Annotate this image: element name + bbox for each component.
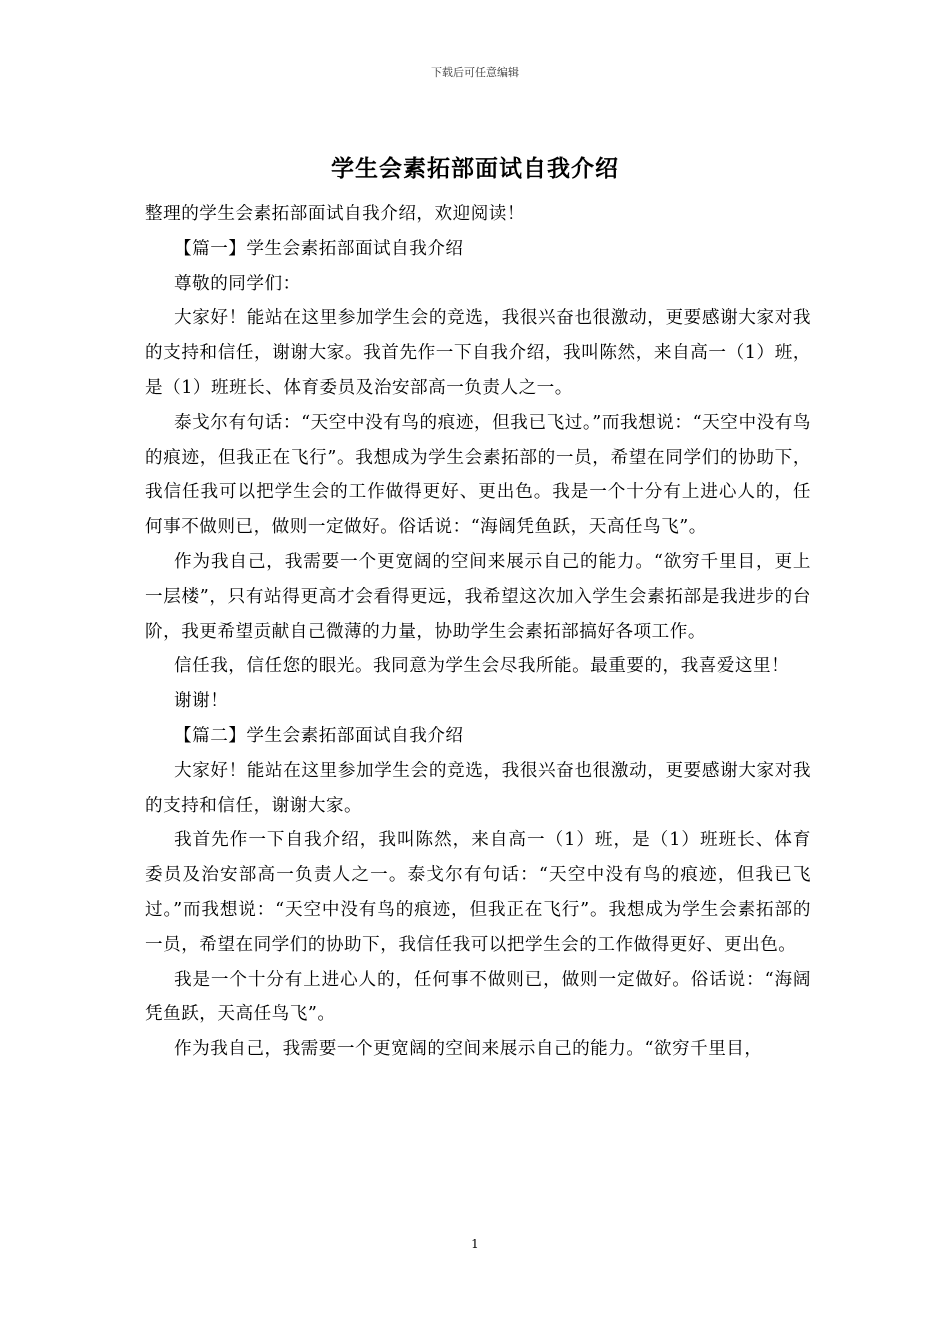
paragraph: 我是一个十分有上进心人的，任何事不做则已，做则一定做好。俗话说：“海阔凭鱼跃，天高任鸟飞”。	[145, 969, 811, 1025]
closing-thanks: 谢谢！	[174, 691, 229, 712]
document-body	[145, 197, 811, 1067]
salutation: 尊敬的同学们：	[174, 273, 301, 294]
paragraph: 作为我自己，我需要一个更宽阔的空间来展示自己的能力。“欲穷千里目，更上一层楼”，只有站得更高才会看得更远，我希望这次加入学生会素拓部是我进步的台阶，我更希望贡献自己微薄的力量，协助学生会素拓部搞好各项工作。	[145, 551, 811, 642]
section-heading-2: 【篇二】学生会素拓部面试自我介绍	[174, 725, 464, 746]
paragraph: 泰戈尔有句话：“天空中没有鸟的痕迹，但我已飞过。”而我想说：“天空中没有鸟的痕迹，但我正在飞行”。我想成为学生会素拓部的一员，希望在同学们的协助下，我信任我可以把学生会的工作做得更好、更出色。我是一个十分有上进心人的，任何事不做则已，做则一定做好。俗话说：“海阔凭鱼跃，天高任鸟飞”。	[145, 412, 811, 538]
paragraph: 我首先作一下自我介绍，我叫陈然，来自高一（1）班，是（1）班班长、体育委员及治安部高一负责人之一。泰戈尔有句话：“天空中没有鸟的痕迹，但我已飞过。”而我想说：“天空中没有鸟的痕迹，但我正在飞行”。我想成为学生会素拓部的一员，希望在同学们的协助下，我信任我可以把学生会的工作做得更好、更出色。	[145, 830, 811, 955]
document-title: 学生会素拓部面试自我介绍	[331, 155, 619, 182]
intro-paragraph: 整理的学生会素拓部面试自我介绍，欢迎阅读！	[145, 204, 525, 224]
section-heading-1: 【篇一】学生会素拓部面试自我介绍	[174, 238, 464, 259]
paragraph: 作为我自己，我需要一个更宽阔的空间来展示自己的能力。“欲穷千里目，	[174, 1039, 763, 1060]
page-header: 下载后可任意编辑	[431, 66, 519, 79]
paragraph: 大家好！能站在这里参加学生会的竞选，我很兴奋也很激动，更要感谢大家对我的支持和信任，谢谢大家。	[145, 760, 811, 816]
paragraph: 信任我，信任您的眼光。我同意为学生会尽我所能。最重要的，我喜爱这里！	[174, 656, 790, 677]
paragraph: 大家好！能站在这里参加学生会的竞选，我很兴奋也很激动，更要感谢大家对我的支持和信任，谢谢大家。我首先作一下自我介绍，我叫陈然，来自高一（1）班，是（1）班班长、体育委员及治安部高一负责人之一。	[145, 308, 811, 398]
page-number: 1	[471, 1237, 479, 1251]
